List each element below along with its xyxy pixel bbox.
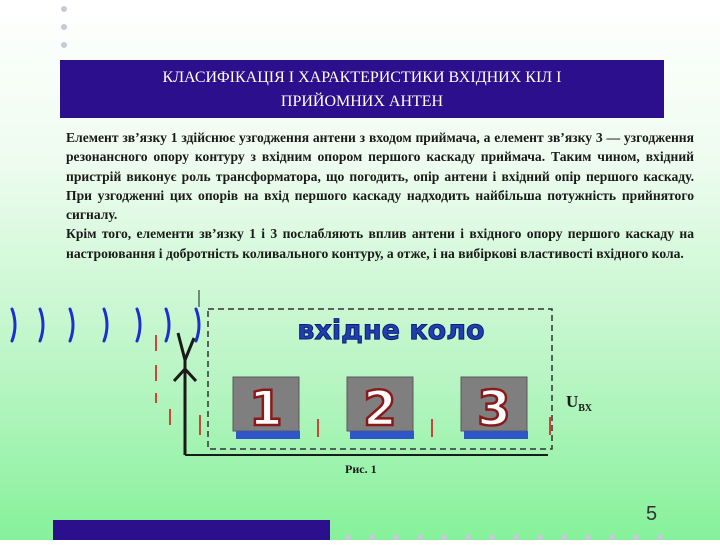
coupling-element-1 (233, 377, 300, 439)
wave-arc (166, 309, 169, 341)
wave-arc (40, 309, 43, 341)
dot (513, 534, 519, 540)
dot (369, 534, 375, 540)
coupling-element-3 (461, 377, 528, 439)
block-label: 3 (477, 381, 511, 437)
wave-arc (70, 309, 73, 341)
block-label: 2 (363, 381, 397, 437)
dot (561, 534, 567, 540)
paragraph-1: Елемент зв’язку 1 здійснює узгодження антени з входом приймача, а елемент зв’язку 3 — узгодження резонансного опору контуру з вхідним опором першого каскаду приймача. Таким чином, вхідний пристрій виконує роль трансформатора, що погодить, опір антени і вхідний опір першого каскаду. При узгодженні цих опорів на вхід першого каскаду надходить найбільша потужність прийнятого сигналу. (66, 130, 694, 223)
title-line-2: ПРИЙОМНИХ АНТЕН (280, 93, 444, 110)
decorative-dots-vertical (61, 6, 67, 60)
radio-waves (12, 309, 199, 341)
figure-caption: Рис. 1 (345, 462, 377, 476)
block-label: 1 (249, 381, 283, 437)
dot (441, 534, 447, 540)
input-circuit-diagram (0, 285, 720, 485)
wave-arc (104, 309, 107, 341)
frame-label: вхідне коло (297, 315, 485, 346)
decorative-dots-bottom (345, 527, 681, 545)
dot (61, 24, 67, 30)
dot (393, 534, 399, 540)
dot (465, 534, 471, 540)
output-voltage-subscript: ВХ (578, 403, 592, 414)
wave-arc (137, 309, 140, 341)
dot (657, 534, 663, 540)
dot (633, 534, 639, 540)
slide-title (60, 60, 664, 118)
dot (489, 534, 495, 540)
wave-arc (12, 309, 15, 341)
footer-bar (53, 520, 330, 540)
dot (345, 534, 351, 540)
output-voltage-label (566, 392, 593, 414)
dot (61, 6, 67, 12)
title-line-1: КЛАСИФІКАЦІЯ І ХАРАКТЕРИСТИКИ ВХІДНИХ КІЛ І (162, 69, 562, 86)
dot (61, 42, 67, 48)
dot (417, 534, 423, 540)
output-voltage-symbol: U (566, 392, 579, 411)
dot (585, 534, 591, 540)
wave-arc (196, 309, 199, 341)
oscillating-circuit-2 (347, 377, 414, 439)
dot (537, 534, 543, 540)
paragraph-2: Крім того, елементи зв’язку 1 і 3 послабляють вплив антени і вхідного опору першого каскаду на настроювання і добротність коливального контуру, а отже, і на вибіркові властивості вхідного кола. (66, 226, 694, 261)
page-number: 5 (646, 503, 658, 525)
dot (609, 534, 615, 540)
body-text (66, 128, 694, 263)
